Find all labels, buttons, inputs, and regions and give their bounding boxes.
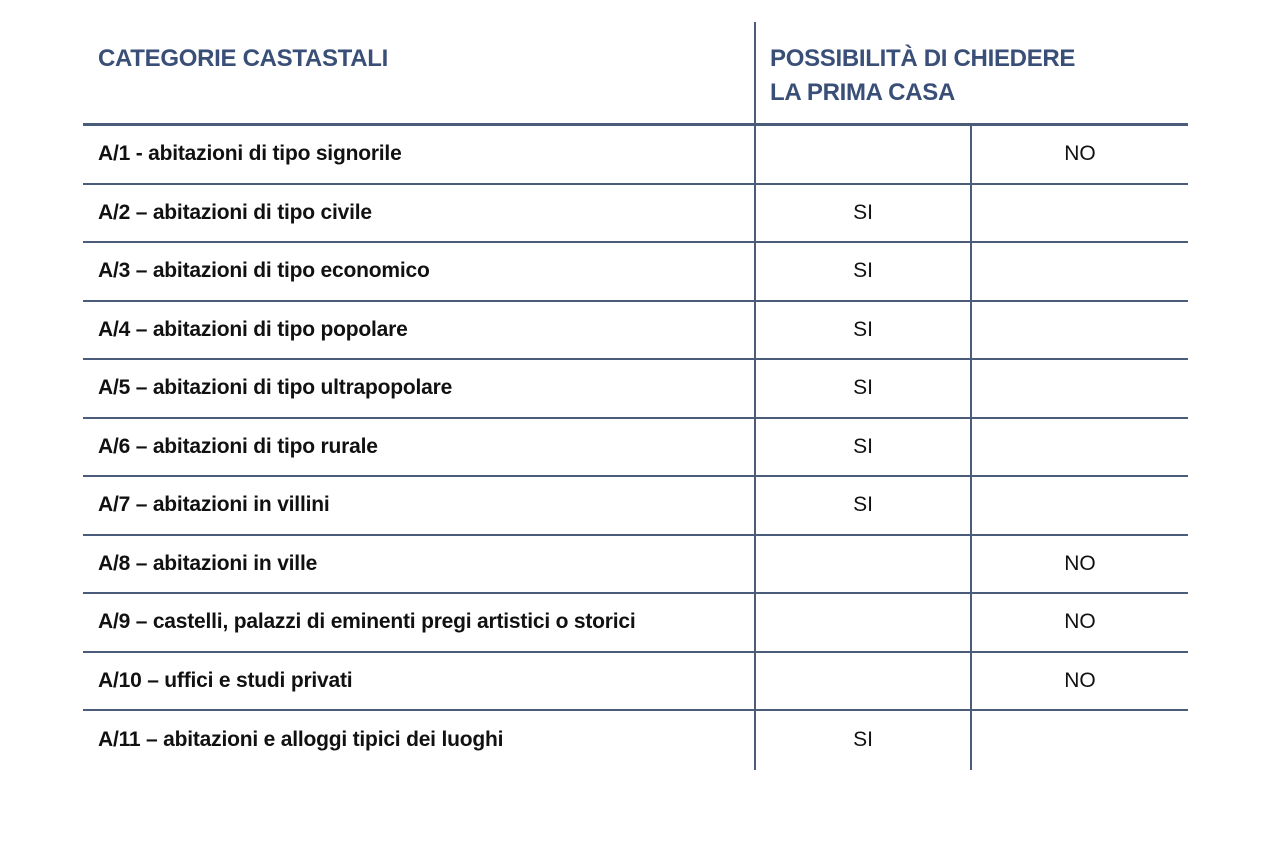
yes-cell: [756, 653, 970, 710]
yes-cell: [756, 536, 970, 593]
no-cell: [972, 419, 1188, 476]
table-row: [83, 302, 1188, 361]
no-cell: [972, 185, 1188, 242]
category-label: A/11 – abitazioni e alloggi tipici dei luoghi: [98, 728, 504, 752]
table-body: [83, 126, 1188, 770]
no-cell: NO: [1064, 610, 1096, 634]
header-divider: [754, 22, 756, 123]
category-label: A/9 – castelli, palazzi di eminenti pregi artistici o storici: [98, 610, 636, 634]
category-label: A/3 – abitazioni di tipo economico: [98, 259, 430, 283]
no-cell: NO: [1064, 551, 1096, 575]
yes-cell: SI: [853, 376, 873, 400]
category-label: A/2 – abitazioni di tipo civile: [98, 200, 372, 224]
category-label: A/5 – abitazioni di tipo ultrapopolare: [98, 376, 453, 400]
category-label: A/8 – abitazioni in ville: [98, 551, 318, 575]
yes-cell: [756, 594, 970, 651]
yes-cell: SI: [853, 493, 873, 517]
no-cell: [972, 477, 1188, 534]
table-row: [83, 594, 1188, 653]
yes-cell: SI: [853, 200, 873, 224]
category-label: A/6 – abitazioni di tipo rurale: [98, 434, 378, 458]
table-row: [83, 419, 1188, 478]
no-cell: NO: [1064, 668, 1096, 692]
no-cell: [972, 302, 1188, 359]
yes-cell: SI: [853, 728, 873, 752]
table-row: [83, 185, 1188, 244]
header-first-home-possibility: [770, 42, 1075, 110]
no-cell: [972, 711, 1188, 770]
yes-cell: SI: [853, 259, 873, 283]
table-row: [83, 243, 1188, 302]
table-row: [83, 126, 1188, 185]
yes-cell: SI: [853, 317, 873, 341]
no-cell: [972, 360, 1188, 417]
table-row: [83, 360, 1188, 419]
category-label: A/10 – uffici e studi privati: [98, 668, 353, 692]
table-row: [83, 536, 1188, 595]
header-col2-line1: POSSIBILITÀ DI CHIEDERE: [770, 45, 1076, 72]
category-label: A/1 - abitazioni di tipo signorile: [98, 142, 402, 166]
yes-cell: SI: [853, 434, 873, 458]
header-categories: CATEGORIE CASTASTALI: [98, 45, 388, 72]
cadastral-categories-table: [83, 22, 1188, 770]
no-cell: [972, 243, 1188, 300]
table-row: [83, 653, 1188, 712]
yes-cell: [756, 126, 970, 183]
category-label: A/4 – abitazioni di tipo popolare: [98, 317, 408, 341]
no-cell: NO: [1064, 142, 1096, 166]
table-row: [83, 477, 1188, 536]
category-label: A/7 – abitazioni in villini: [98, 493, 330, 517]
table-row: [83, 711, 1188, 770]
header-col2-line2: LA PRIMA CASA: [770, 79, 955, 106]
table-header: [83, 22, 1188, 126]
